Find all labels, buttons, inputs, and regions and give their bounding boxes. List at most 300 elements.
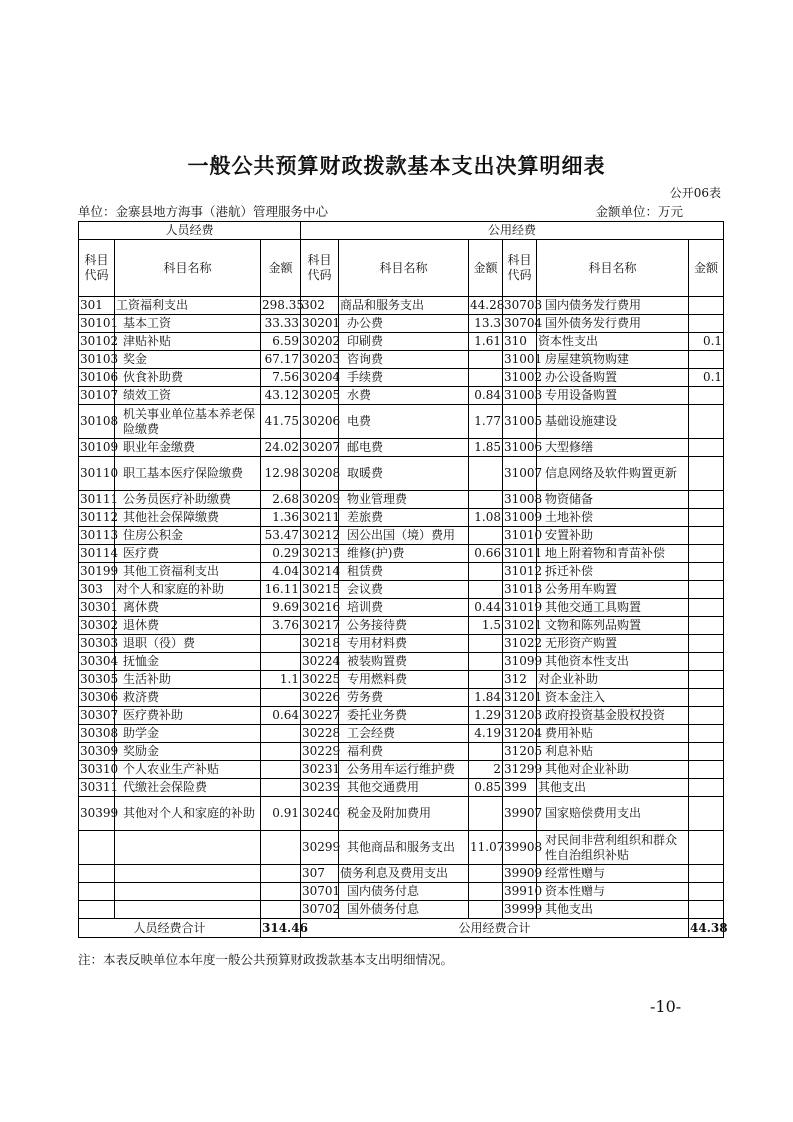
amount-cell: 9.69 [261, 599, 301, 617]
expenditure-table [78, 221, 728, 938]
code-cell: 301 [79, 297, 115, 315]
code-cell: 30114 [79, 545, 115, 563]
code-cell [79, 865, 115, 883]
table-row [79, 545, 724, 563]
amount-cell [689, 653, 724, 671]
code-cell: 31009 [503, 509, 537, 527]
table-row [79, 725, 724, 743]
name-cell: 经常性赠与 [537, 865, 689, 883]
amount-cell [689, 527, 724, 545]
code-cell: 303 [79, 581, 115, 599]
code-cell: 31013 [503, 581, 537, 599]
name-cell: 其他社会保障缴费 [115, 509, 261, 527]
col-name-header: 科目名称 [537, 240, 689, 297]
amount-unit: 金额单位：万元 [595, 204, 683, 219]
name-cell: 公务用车运行维护费 [339, 761, 469, 779]
code-cell: 30216 [301, 599, 339, 617]
total-personnel-label: 人员经费合计 [79, 919, 261, 938]
name-cell: 被装购置费 [339, 653, 469, 671]
name-cell: 培训费 [339, 599, 469, 617]
name-cell: 其他资本性支出 [537, 653, 689, 671]
amount-cell [689, 707, 724, 725]
col-code-header: 科目代码 [79, 240, 115, 297]
name-cell: 其他支出 [537, 901, 689, 919]
amount-cell [469, 653, 503, 671]
amount-cell: 4.19 [469, 725, 503, 743]
unit-line [78, 202, 723, 220]
table-row [79, 333, 724, 351]
name-cell: 其他工资福利支出 [115, 563, 261, 581]
amount-cell [261, 725, 301, 743]
name-cell: 维修(护)费 [339, 545, 469, 563]
amount-cell: 13.3 [469, 315, 503, 333]
amount-cell [261, 689, 301, 707]
name-cell: 抚恤金 [115, 653, 261, 671]
amount-cell [469, 369, 503, 387]
code-cell: 31008 [503, 491, 537, 509]
name-cell: 物业管理费 [339, 491, 469, 509]
code-cell: 30226 [301, 689, 339, 707]
code-cell: 30215 [301, 581, 339, 599]
code-cell: 30301 [79, 599, 115, 617]
name-cell: 对个人和家庭的补助 [115, 581, 261, 599]
code-cell: 310 [503, 333, 537, 351]
amount-cell: 0.64 [261, 707, 301, 725]
code-cell: 30399 [79, 797, 115, 831]
name-cell: 对民间非营利组织和群众性自治组织补贴 [537, 831, 689, 865]
amount-cell: 298.35 [261, 297, 301, 315]
amount-cell: 53.47 [261, 527, 301, 545]
amount-cell [689, 387, 724, 405]
name-cell: 差旅费 [339, 509, 469, 527]
code-cell: 30102 [79, 333, 115, 351]
name-cell: 专用材料费 [339, 635, 469, 653]
code-cell: 30101 [79, 315, 115, 333]
amount-cell [689, 545, 724, 563]
table-row [79, 297, 724, 315]
name-cell: 个人农业生产补贴 [115, 761, 261, 779]
amount-cell [689, 617, 724, 635]
amount-cell [469, 491, 503, 509]
name-cell [115, 883, 261, 901]
name-cell: 机关事业单位基本养老保险缴费 [115, 405, 261, 439]
amount-cell [689, 743, 724, 761]
table-row [79, 865, 724, 883]
name-cell: 其他对个人和家庭的补助 [115, 797, 261, 831]
amount-cell [469, 563, 503, 581]
amount-cell: 1.85 [469, 439, 503, 457]
name-cell [115, 865, 261, 883]
code-cell: 31006 [503, 439, 537, 457]
amount-cell [689, 761, 724, 779]
code-cell: 31019 [503, 599, 537, 617]
amount-cell [689, 797, 724, 831]
col-amount-header: 金额 [469, 240, 503, 297]
code-cell: 30107 [79, 387, 115, 405]
amount-cell [469, 635, 503, 653]
code-cell: 30207 [301, 439, 339, 457]
amount-cell [689, 865, 724, 883]
amount-cell [261, 635, 301, 653]
name-cell: 津贴补贴 [115, 333, 261, 351]
code-cell: 30704 [503, 315, 537, 333]
amount-cell: 0.66 [469, 545, 503, 563]
code-cell: 30702 [301, 901, 339, 919]
table-row [79, 761, 724, 779]
amount-cell [689, 457, 724, 491]
name-cell: 土地补偿 [537, 509, 689, 527]
table-row [79, 707, 724, 725]
amount-cell [689, 405, 724, 439]
code-cell: 399 [503, 779, 537, 797]
name-cell: 地上附着物和青苗补偿 [537, 545, 689, 563]
code-cell: 30227 [301, 707, 339, 725]
code-cell: 30701 [301, 883, 339, 901]
name-cell: 国内债务付息 [339, 883, 469, 901]
code-cell: 31099 [503, 653, 537, 671]
name-cell [115, 831, 261, 865]
amount-cell [261, 779, 301, 797]
amount-cell [689, 671, 724, 689]
name-cell: 福利费 [339, 743, 469, 761]
name-cell: 资本性赠与 [537, 883, 689, 901]
table-row [79, 653, 724, 671]
unit-label: 单位：金寨县地方海事（港航）管理服务中心 [78, 204, 329, 219]
name-cell: 印刷费 [339, 333, 469, 351]
amount-cell [469, 797, 503, 831]
table-row [79, 439, 724, 457]
table-row [79, 797, 724, 831]
amount-cell: 67.17 [261, 351, 301, 369]
name-cell: 其他对企业补助 [537, 761, 689, 779]
code-cell: 30224 [301, 653, 339, 671]
code-cell: 30302 [79, 617, 115, 635]
code-cell: 30228 [301, 725, 339, 743]
code-cell [79, 901, 115, 919]
page-number: -10- [650, 997, 682, 1016]
amount-cell: 1.84 [469, 689, 503, 707]
name-cell: 取暖费 [339, 457, 469, 491]
section-personnel-header: 人员经费 [79, 222, 301, 240]
amount-cell [689, 297, 724, 315]
name-cell: 住房公积金 [115, 527, 261, 545]
amount-cell: 0.84 [469, 387, 503, 405]
name-cell: 房屋建筑物购建 [537, 351, 689, 369]
name-cell: 绩效工资 [115, 387, 261, 405]
name-cell: 因公出国（境）费用 [339, 527, 469, 545]
amount-cell [469, 865, 503, 883]
code-cell: 39908 [503, 831, 537, 865]
name-cell: 咨询费 [339, 351, 469, 369]
table-row [79, 581, 724, 599]
code-cell: 30103 [79, 351, 115, 369]
table-row [79, 369, 724, 387]
name-cell: 公务接待费 [339, 617, 469, 635]
amount-cell: 2.68 [261, 491, 301, 509]
amount-cell [689, 509, 724, 527]
amount-cell [689, 315, 724, 333]
name-cell: 奖励金 [115, 743, 261, 761]
code-cell: 30201 [301, 315, 339, 333]
code-cell: 30110 [79, 457, 115, 491]
amount-cell [469, 457, 503, 491]
amount-cell: 41.75 [261, 405, 301, 439]
name-cell: 手续费 [339, 369, 469, 387]
code-cell: 30217 [301, 617, 339, 635]
amount-cell [689, 689, 724, 707]
code-cell: 307 [301, 865, 339, 883]
amount-cell [689, 901, 724, 919]
table-row [79, 901, 724, 919]
code-cell: 30204 [301, 369, 339, 387]
name-cell: 国外债务发行费用 [537, 315, 689, 333]
table-row [79, 617, 724, 635]
code-cell: 30304 [79, 653, 115, 671]
code-cell: 302 [301, 297, 339, 315]
amount-cell: 0.1 [689, 333, 724, 351]
name-cell: 信息网络及软件购置更新 [537, 457, 689, 491]
amount-cell [689, 563, 724, 581]
name-cell: 税金及附加费用 [339, 797, 469, 831]
code-cell: 30108 [79, 405, 115, 439]
amount-cell [689, 351, 724, 369]
amount-cell: 44.28 [469, 297, 503, 315]
name-cell: 其他交通工具购置 [537, 599, 689, 617]
table-row [79, 527, 724, 545]
table-row [79, 779, 724, 797]
name-cell [115, 901, 261, 919]
amount-cell [689, 779, 724, 797]
code-cell: 30206 [301, 405, 339, 439]
name-cell: 利息补贴 [537, 743, 689, 761]
name-cell: 费用补贴 [537, 725, 689, 743]
code-cell: 31201 [503, 689, 537, 707]
code-cell: 31204 [503, 725, 537, 743]
name-cell: 大型修缮 [537, 439, 689, 457]
code-cell: 31205 [503, 743, 537, 761]
name-cell: 代缴社会保险费 [115, 779, 261, 797]
amount-cell: 33.33 [261, 315, 301, 333]
code-cell: 30109 [79, 439, 115, 457]
name-cell: 物资储备 [537, 491, 689, 509]
table-row [79, 457, 724, 491]
amount-cell [469, 883, 503, 901]
code-cell: 30111 [79, 491, 115, 509]
code-cell: 30229 [301, 743, 339, 761]
amount-cell [689, 725, 724, 743]
amount-cell: 43.12 [261, 387, 301, 405]
amount-cell [689, 439, 724, 457]
amount-cell [469, 351, 503, 369]
name-cell: 安置补助 [537, 527, 689, 545]
total-public-value: 44.38 [689, 919, 724, 938]
name-cell: 文物和陈列品购置 [537, 617, 689, 635]
amount-cell: 1.5 [469, 617, 503, 635]
code-cell: 31022 [503, 635, 537, 653]
amount-cell [689, 599, 724, 617]
table-row [79, 599, 724, 617]
amount-cell: 0.91 [261, 797, 301, 831]
code-cell: 30239 [301, 779, 339, 797]
code-cell: 31002 [503, 369, 537, 387]
name-cell: 助学金 [115, 725, 261, 743]
amount-cell [689, 831, 724, 865]
name-cell: 办公设备购置 [537, 369, 689, 387]
code-cell: 30309 [79, 743, 115, 761]
table-row [79, 883, 724, 901]
code-cell: 31010 [503, 527, 537, 545]
name-cell: 医疗费补助 [115, 707, 261, 725]
code-cell: 30212 [301, 527, 339, 545]
code-cell: 30211 [301, 509, 339, 527]
amount-cell: 0.29 [261, 545, 301, 563]
code-cell: 30208 [301, 457, 339, 491]
code-cell: 30199 [79, 563, 115, 581]
amount-cell [261, 761, 301, 779]
amount-cell: 1.1 [261, 671, 301, 689]
amount-cell: 0.85 [469, 779, 503, 797]
name-cell: 工资福利支出 [115, 297, 261, 315]
name-cell: 债务利息及费用支出 [339, 865, 469, 883]
amount-cell [261, 865, 301, 883]
code-cell: 30209 [301, 491, 339, 509]
table-row [79, 387, 724, 405]
code-cell: 30311 [79, 779, 115, 797]
name-cell: 资本性支出 [537, 333, 689, 351]
name-cell: 办公费 [339, 315, 469, 333]
name-cell: 工会经费 [339, 725, 469, 743]
code-cell [79, 831, 115, 865]
name-cell: 退职（役）费 [115, 635, 261, 653]
code-cell: 30299 [301, 831, 339, 865]
name-cell: 基本工资 [115, 315, 261, 333]
amount-cell: 0.1 [689, 369, 724, 387]
name-cell: 劳务费 [339, 689, 469, 707]
amount-cell [261, 653, 301, 671]
amount-cell [469, 901, 503, 919]
code-cell: 31021 [503, 617, 537, 635]
code-cell: 31001 [503, 351, 537, 369]
code-cell: 30203 [301, 351, 339, 369]
footnote: 注：本表反映单位本年度一般公共预算财政拨款基本支出明细情况。 [78, 952, 454, 967]
name-cell: 职业年金缴费 [115, 439, 261, 457]
table-row [79, 405, 724, 439]
code-cell: 31299 [503, 761, 537, 779]
amount-cell: 3.76 [261, 617, 301, 635]
name-cell: 水费 [339, 387, 469, 405]
code-cell: 31011 [503, 545, 537, 563]
name-cell: 专用燃料费 [339, 671, 469, 689]
table-row [79, 315, 724, 333]
code-cell: 39909 [503, 865, 537, 883]
table-row [79, 491, 724, 509]
amount-cell: 4.04 [261, 563, 301, 581]
name-cell: 资本金注入 [537, 689, 689, 707]
table-row [79, 743, 724, 761]
code-cell: 30112 [79, 509, 115, 527]
name-cell: 国家赔偿费用支出 [537, 797, 689, 831]
code-cell: 30307 [79, 707, 115, 725]
table-row [79, 831, 724, 865]
table-row [79, 671, 724, 689]
col-amount-header: 金额 [689, 240, 724, 297]
name-cell: 邮电费 [339, 439, 469, 457]
code-cell: 31005 [503, 405, 537, 439]
name-cell: 其他交通费用 [339, 779, 469, 797]
amount-cell [689, 635, 724, 653]
amount-cell: 2 [469, 761, 503, 779]
name-cell: 拆迁补偿 [537, 563, 689, 581]
amount-cell: 24.02 [261, 439, 301, 457]
col-name-header: 科目名称 [339, 240, 469, 297]
code-cell: 30113 [79, 527, 115, 545]
table-row [79, 509, 724, 527]
code-cell: 30305 [79, 671, 115, 689]
amount-cell [469, 671, 503, 689]
name-cell: 职工基本医疗保险缴费 [115, 457, 261, 491]
name-cell: 租赁费 [339, 563, 469, 581]
amount-cell [261, 831, 301, 865]
name-cell: 救济费 [115, 689, 261, 707]
amount-cell: 1.08 [469, 509, 503, 527]
table-row [79, 351, 724, 369]
code-cell: 30225 [301, 671, 339, 689]
table-row [79, 635, 724, 653]
amount-cell: 1.61 [469, 333, 503, 351]
total-public-label: 公用经费合计 [301, 919, 689, 938]
amount-cell: 1.29 [469, 707, 503, 725]
form-code: 公开06表 [669, 186, 721, 200]
name-cell: 医疗费 [115, 545, 261, 563]
code-cell: 31012 [503, 563, 537, 581]
total-personnel-value: 314.46 [261, 919, 301, 938]
code-cell: 31003 [503, 387, 537, 405]
col-code-header: 科目代码 [503, 240, 537, 297]
name-cell: 其他商品和服务支出 [339, 831, 469, 865]
name-cell: 其他支出 [537, 779, 689, 797]
amount-cell: 6.59 [261, 333, 301, 351]
amount-cell [261, 883, 301, 901]
code-cell: 39907 [503, 797, 537, 831]
code-cell: 30218 [301, 635, 339, 653]
col-code-header: 科目代码 [301, 240, 339, 297]
name-cell: 退休费 [115, 617, 261, 635]
code-cell: 30231 [301, 761, 339, 779]
code-cell: 30310 [79, 761, 115, 779]
name-cell: 生活补助 [115, 671, 261, 689]
amount-cell [469, 743, 503, 761]
amount-cell [689, 883, 724, 901]
name-cell: 政府投资基金股权投资 [537, 707, 689, 725]
amount-cell: 1.77 [469, 405, 503, 439]
amount-cell [261, 901, 301, 919]
code-cell: 312 [503, 671, 537, 689]
code-cell: 39910 [503, 883, 537, 901]
code-cell: 31203 [503, 707, 537, 725]
name-cell: 公务员医疗补助缴费 [115, 491, 261, 509]
name-cell: 公务用车购置 [537, 581, 689, 599]
amount-cell: 0.44 [469, 599, 503, 617]
name-cell: 专用设备购置 [537, 387, 689, 405]
amount-cell [689, 491, 724, 509]
code-cell: 30213 [301, 545, 339, 563]
name-cell: 国外债务付息 [339, 901, 469, 919]
code-cell: 39999 [503, 901, 537, 919]
code-cell: 30202 [301, 333, 339, 351]
amount-cell [469, 527, 503, 545]
name-cell: 委托业务费 [339, 707, 469, 725]
name-cell: 无形资产购置 [537, 635, 689, 653]
